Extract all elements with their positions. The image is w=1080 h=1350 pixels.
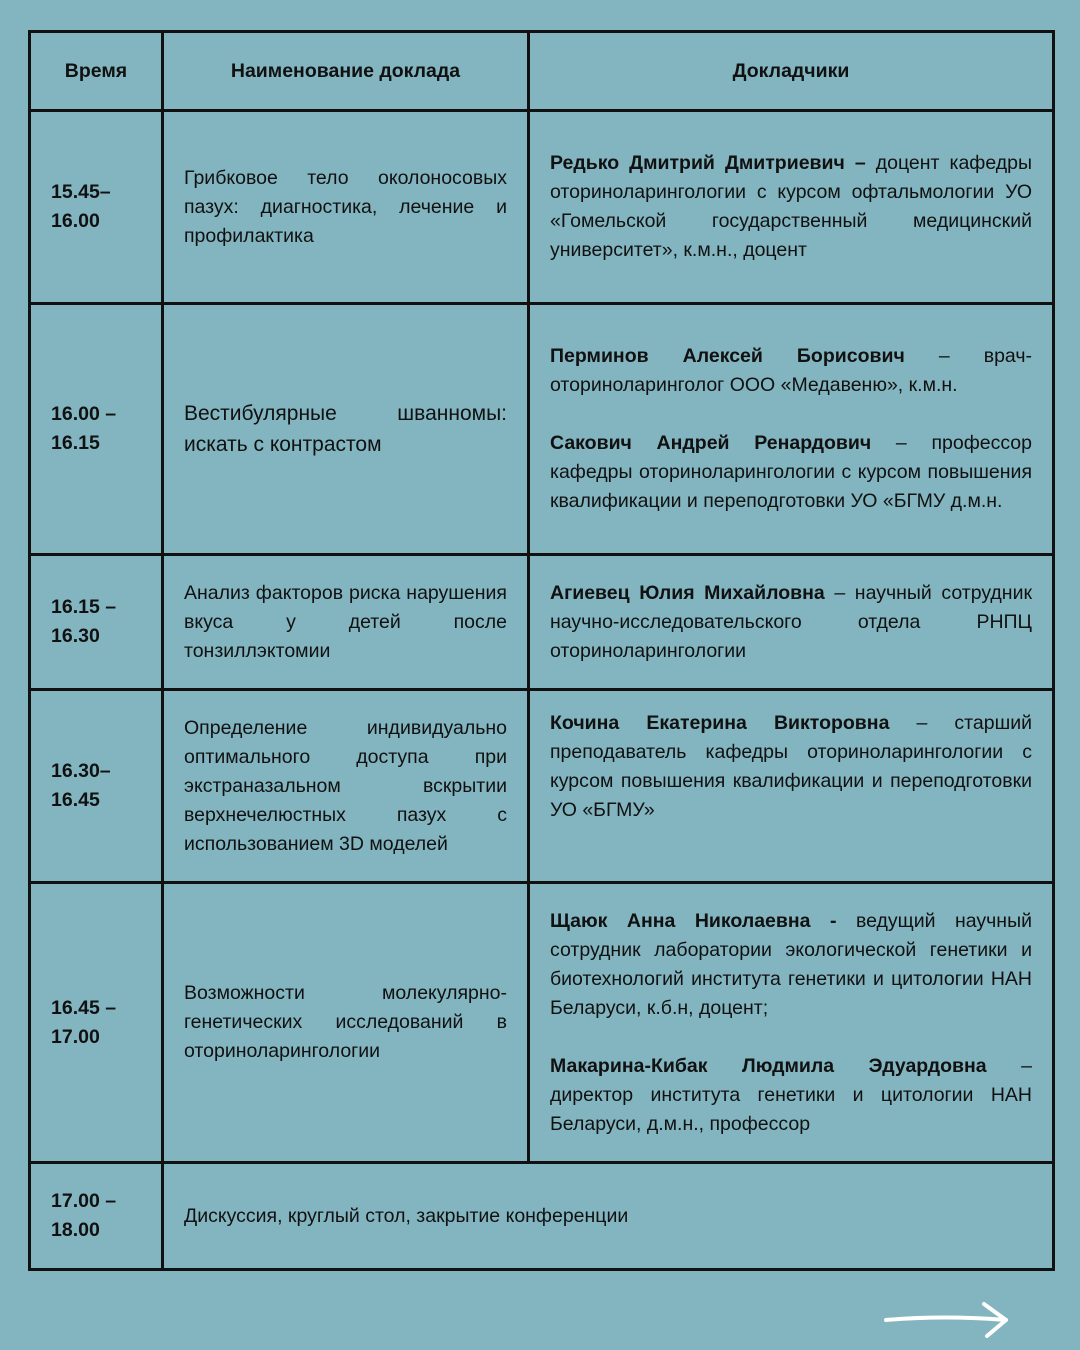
talk-title: Возможности молекулярно-генетических исследований в оториноларингологии [163,883,529,1163]
speakers-cell [529,111,1054,304]
schedule-table [28,30,1055,1271]
speaker-desc: – научный сотрудник научно-исследовательского отдела РНПЦ оториноларингологии [550,581,1032,662]
time-cell: 15.45– 16.00 [30,111,163,304]
speakers-cell [529,304,1054,555]
speaker-desc: ведущий научный сотрудник лаборатории экологической генетики и биотехнологий института генетики и цитологии НАН Беларуси, к.б.н, доцент; [550,909,1032,1019]
table-row [30,883,1054,1163]
speaker-name: Сакович Андрей Ренардович [550,432,872,454]
speaker-name: Кочина Екатерина Викторовна [550,712,890,734]
speaker [550,907,1032,1023]
speaker-name: Агиевец Юлия Михайловна [550,581,825,604]
table-row [30,304,1054,555]
table-row [30,555,1054,690]
table-row [30,111,1054,304]
time-cell: 16.15 – 16.30 [30,555,163,690]
speakers-cell [529,690,1054,883]
speaker-desc: – профессор кафедры оториноларингологии с курсом повышения квалификации и переподготовки УО «БГМУ д.м.н. [550,432,1032,512]
speaker-name: Щаюк Анна Николаевна - [550,909,837,932]
time-cell: 16.00 – 16.15 [30,304,163,555]
closing-session: Дискуссия, круглый стол, закрытие конференции [163,1163,1054,1270]
time-cell: 16.30– 16.45 [30,690,163,883]
speaker [550,429,1032,516]
speaker-name: Макарина-Кибак Людмила Эдуардовна [550,1054,987,1077]
speaker [550,342,1032,400]
arrow-right-icon[interactable] [884,1302,1012,1338]
time-cell: 17.00 – 18.00 [30,1163,163,1270]
speaker-name: Перминов Алексей Борисович [550,345,905,367]
time-cell: 16.45 – 17.00 [30,883,163,1163]
table-row [30,690,1054,883]
header-speakers: Докладчики [529,32,1054,111]
header-time: Время [30,32,163,111]
talk-title: Определение индивидуально оптимального доступа при экстраназальном вскрытии верхнечелюстных пазух с использованием 3D моделей [163,690,529,883]
speaker-desc: доцент кафедры оториноларингологии с курсом офтальмологии УО «Гомельской государственный медицинский университет», к.м.н., доцент [550,152,1032,261]
speaker [550,579,1032,666]
speaker-desc: – директор института генетики и цитологии НАН Беларуси, д.м.н., профессор [550,1054,1032,1135]
speaker [550,1052,1032,1139]
table-row [30,1163,1054,1270]
talk-title: Грибковое тело околоносовых пазух: диагностика, лечение и профилактика [163,111,529,304]
talk-title: Анализ факторов риска нарушения вкуса у детей после тонзиллэктомии [163,555,529,690]
speaker-desc: – врач-оториноларинголог ООО «Медавеню», к.м.н. [550,345,1032,396]
talk-title: Вестибулярные шванномы: искать с контрастом [163,304,529,555]
header-title: Наименование доклада [163,32,529,111]
speakers-cell [529,883,1054,1163]
speakers-cell [529,555,1054,690]
speaker-name: Редько Дмитрий Дмитриевич – [550,152,866,174]
speaker [550,149,1032,265]
header-row [30,32,1054,111]
speaker-desc: – старший преподаватель кафедры оториноларингологии с курсом повышения квалификации и переподготовки УО «БГМУ» [550,712,1033,821]
speaker [550,709,1032,825]
